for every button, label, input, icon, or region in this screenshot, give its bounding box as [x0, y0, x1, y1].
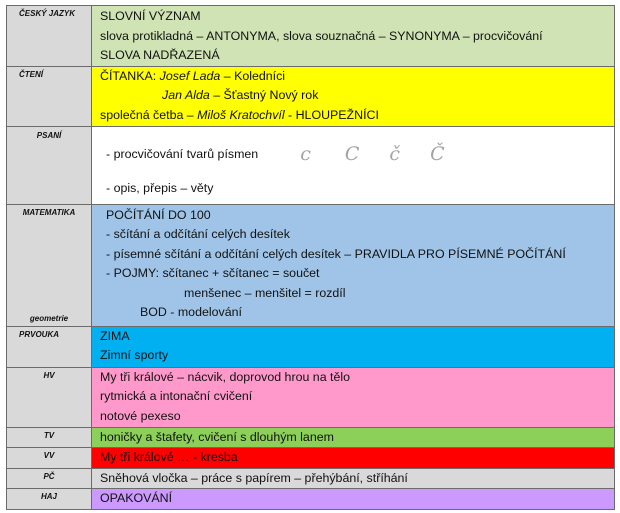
content-cell: [92, 448, 615, 469]
topic-line: [100, 142, 614, 165]
reading-title: – Koledníci: [220, 68, 286, 83]
subject-cell: [7, 367, 92, 427]
subject-cell: [7, 489, 92, 510]
subject-sublabel: geometrie: [29, 313, 69, 323]
subject-cell: [7, 204, 92, 326]
subject-cell: [7, 6, 92, 67]
author-name: Jan Alda: [162, 88, 210, 102]
topic-line: honičky a štafety, cvičení s dlouhým lanem: [100, 429, 334, 444]
row-hv: [7, 367, 615, 427]
row-tv: [7, 427, 615, 448]
handwriting-letter: C: [344, 142, 360, 165]
content-cell: [92, 6, 615, 67]
subject-label: TV: [43, 430, 55, 440]
reading-title: - HLOUPEŽNÍCI: [284, 107, 379, 122]
content-cell: [92, 468, 615, 489]
topic-line: rytmická a intonační cvičení: [100, 389, 253, 403]
topic-line: slova protikladná – ANTONYMA, slova souznačná – SYNONYMA – procvičování: [100, 28, 543, 43]
topic-line: My tři králové … - kresba: [100, 450, 238, 464]
row-psani: [7, 126, 615, 204]
topic-line: Zimní sporty: [100, 348, 169, 362]
subject-label: HV: [43, 370, 55, 380]
topic-line: notové pexeso: [100, 408, 181, 423]
subject-cell: [7, 126, 92, 204]
subject-label: VV: [43, 451, 55, 460]
subject-label: HAJ: [40, 492, 57, 501]
subject-cell: [7, 326, 92, 367]
content-cell: [92, 326, 615, 367]
handwriting-letter: Č: [430, 142, 445, 165]
author-name: Miloš Kratochvíl: [197, 107, 285, 122]
topic-line: BOD - modelování: [140, 305, 242, 319]
content-cell: [92, 204, 615, 326]
row-haj: [7, 489, 615, 510]
subject-cell: [7, 468, 92, 489]
topic-line: My tři králové – nácvik, doprovod hrou na tělo: [100, 369, 351, 384]
topic-line: SLOVNÍ VÝZNAM: [100, 9, 201, 23]
subject-label: PRVOUKA: [19, 329, 60, 339]
row-matematika: [7, 204, 615, 326]
topic-line: SLOVA NADŘAZENÁ: [100, 48, 220, 62]
reading-prefix: společná četba –: [100, 107, 198, 122]
handwriting-letter: c: [300, 142, 311, 165]
row-cesky-jazyk: [7, 6, 615, 67]
topic-line: Sněhová vločka – práce s papírem – přehýbání, stříhání: [100, 470, 408, 485]
subject-label: PČ: [43, 471, 55, 481]
reading-line: [100, 106, 614, 126]
subject-label: PSANÍ: [36, 130, 62, 140]
row-prvouka: [7, 326, 615, 367]
content-cell: [92, 66, 615, 126]
topic-text: - opis, přepis – věty: [106, 181, 214, 195]
subject-cell: [7, 66, 92, 126]
content-cell: [92, 489, 615, 510]
topic-line: OPAKOVÁNÍ: [100, 491, 173, 505]
row-pc: [7, 468, 615, 489]
topic-line: POČÍTÁNÍ DO 100: [106, 207, 211, 222]
topic-line: - POJMY: sčítanec + sčítanec = součet: [106, 266, 320, 280]
subject-label: MATEMATIKA: [22, 207, 76, 217]
content-cell: [92, 367, 615, 427]
reading-line: [100, 86, 614, 106]
topic-line: menšenec – menšitel = rozdíl: [184, 285, 346, 300]
reading-title: – Šťastný Nový rok: [209, 88, 319, 102]
subject-label: ČESKÝ JAZYK: [19, 9, 76, 18]
row-cteni: [7, 66, 615, 126]
reading-prefix: ČÍTANKA:: [100, 68, 160, 83]
weekly-plan-table: [6, 5, 615, 510]
topic-line: - sčítání a odčítání celých desítek: [106, 227, 290, 241]
subject-cell: [7, 427, 92, 448]
topic-text: - procvičování tvarů písmen: [106, 146, 259, 161]
subject-cell: [7, 448, 92, 469]
subject-label: ČTENÍ: [19, 69, 43, 79]
topic-line: ZIMA: [100, 328, 130, 343]
handwriting-letter: č: [389, 142, 401, 165]
content-cell: [92, 126, 615, 204]
topic-line: - písemné sčítání a odčítání celých desítek – PRAVIDLA PRO PÍSEMNÉ POČÍTÁNÍ: [106, 246, 566, 261]
reading-line: [100, 67, 614, 87]
author-name: Josef Lada: [159, 68, 221, 83]
row-vv: [7, 448, 615, 469]
content-cell: [92, 427, 615, 448]
